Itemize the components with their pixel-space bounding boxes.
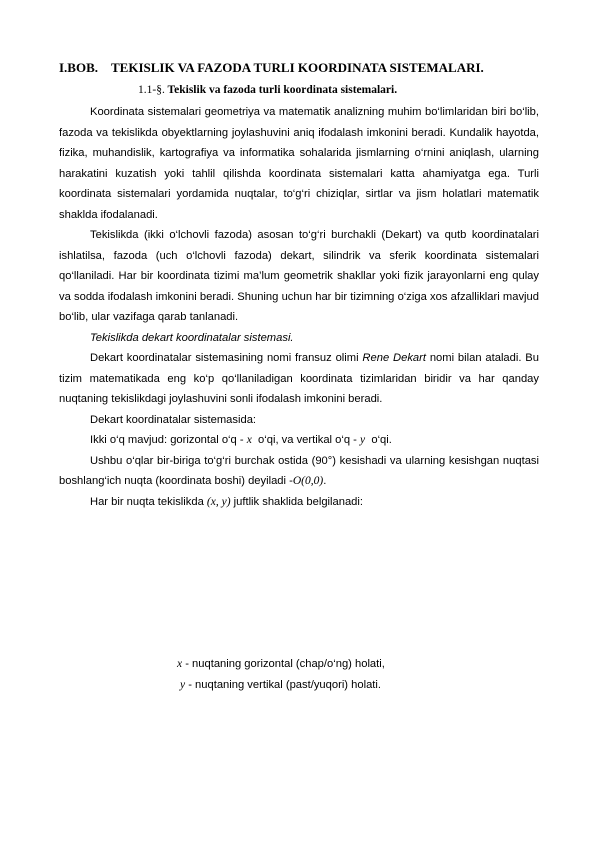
p5-text-a: Ikki o‘q mavjud: gorizontal o‘q -: [90, 434, 247, 446]
paragraph-descartes: [59, 348, 539, 410]
p3-text-b: nomi bilan ataladi. Bu tizim matematikada eng ko‘p qo‘llaniladigan koordinata tizimlaridan biridir va har qanday nuqtaning tekislikdagi joylashuvini sonli ifodalash imkonini beradi.: [59, 352, 539, 405]
p5-text-b: o‘qi, va vertikal o‘q -: [254, 434, 361, 446]
chapter-number: I.BOB.: [59, 60, 99, 75]
item-y: [180, 679, 381, 691]
item-y-variable: y: [180, 679, 186, 691]
p5-text-c: o‘qi.: [368, 434, 392, 446]
paragraph-intro: Koordinata sistemalari geometriya va matematik analizning muhim bo‘limlaridan biri bo‘lib, fazoda va tekislikda obyektlarning joylashuvini aniq ifodalash imkonini beradi. Kundalik hayotda, fizika, muhandislik, kartografiya va informatika sohalarida jismlarning o‘rnini aniqlash, ularning harakatini kuzatish yoki tahlil qilishda koordinata sistemalari katta ahamiyatga ega. Turli koordinata sistemalari yordamida nuqtalar, to‘g‘ri chiziqlar, sirtlar va jism holatlari matematik shaklda ifodalanadi.: [59, 106, 539, 221]
item-x-text: - nuqtaning gorizontal (chap/o‘ng) holati,: [182, 658, 385, 670]
p3-text-a: Dekart koordinatalar sistemasining nomi fransuz olimi: [90, 352, 363, 364]
paragraph-origin: [59, 451, 539, 492]
subheading-cartesian: Tekislikda dekart koordinatalar sistemasi.: [90, 331, 294, 344]
pair-symbol: (x, y): [206, 495, 231, 508]
p6-text-a: Ushbu o‘qlar bir-biriga to‘g‘ri burchak ostida (90°) kesishadi va ularning kesishgan nuqtasi boshlang‘ich nuqta (koordinata boshi) deyiladi -: [59, 454, 539, 487]
x-axis-symbol: x: [246, 434, 252, 446]
p7-text-b: juftlik shaklida belgilanadi:: [230, 495, 363, 508]
p7-text-a: Har bir nuqta tekislikda: [90, 495, 207, 508]
paragraph-systems: Tekislikda (ikki o‘lchovli fazoda) asosan to‘g‘ri burchakli (Dekart) va qutb koordinatalari ishlatilsa, fazoda (uch o‘lchovli fazoda) dekart, silindrik va sferik koordinata sistemalari qo‘llaniladi. Har bir koordinata tizimi ma’lum geometrik shakllar yoki fizik jarayonlarni eng qulay va sodda ifodalash imkonini beradi. Shuning uchun har bir tizimning o‘ziga xos afzalliklari mavjud bo‘lib, ular vazifaga qarab tanlanadi.: [59, 229, 539, 323]
item-x: [177, 658, 385, 670]
paragraph-axes: [59, 430, 539, 451]
chapter-title: TEKISLIK VA FAZODA TURLI KOORDINATA SISTEMALARI.: [111, 60, 484, 75]
paragraph-in-system: Dekart koordinatalar sistemasida:: [90, 413, 257, 426]
section-number: 1.1-§.: [138, 84, 165, 96]
section-title: Tekislik va fazoda turli koordinata sistemalari.: [167, 84, 398, 96]
body-text: [59, 102, 539, 512]
section-heading: [138, 84, 558, 96]
descartes-name: Rene Dekart: [362, 352, 426, 364]
paragraph-point-pair: [59, 492, 539, 513]
origin-symbol: O(0,0): [292, 475, 324, 487]
y-axis-symbol: y: [360, 434, 366, 446]
chapter-heading: [59, 60, 539, 76]
item-x-variable: x: [177, 658, 183, 670]
p6-text-b: .: [323, 475, 327, 487]
item-y-text: - nuqtaning vertikal (past/yuqori) holati.: [185, 679, 381, 691]
